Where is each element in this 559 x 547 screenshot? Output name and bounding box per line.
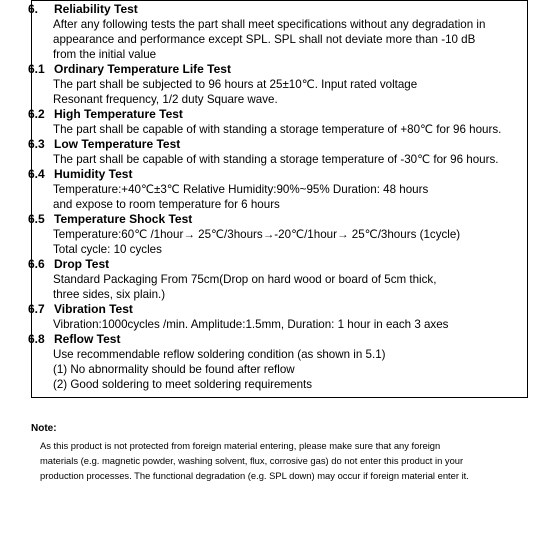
- section-body: [28, 272, 528, 302]
- section-heading: [28, 167, 528, 182]
- section-number: 6.8: [28, 332, 45, 346]
- section-heading: [28, 107, 528, 122]
- frame-border-top: [31, 0, 528, 1]
- section-heading: [28, 212, 528, 227]
- section-number: 6.: [28, 2, 39, 16]
- section-number: 6.4: [28, 167, 45, 181]
- section-body-line: Vibration:1000cycles /min. Amplitude:1.5mm, Duration: 1 hour in each 3 axes: [53, 318, 449, 331]
- section-6: [28, 2, 528, 62]
- section-body-line: and expose to room temperature for 6 hours: [53, 198, 280, 211]
- section-body-line: Temperature:+40℃±3℃ Relative Humidity:90%~95% Duration: 48 hours: [53, 183, 429, 196]
- section-body-line: The part shall be capable of with standing a storage temperature of -30℃ for 96 hours.: [53, 153, 499, 166]
- section-body: [28, 152, 528, 167]
- section-body-line: appearance and performance except SPL. SPL shall not deviate more than -10 dB: [53, 33, 476, 46]
- section-body-line: The part shall be capable of with standing a storage temperature of +80℃ for 96 hours.: [53, 123, 502, 136]
- note-line: production processes. The functional degradation (e.g. SPL down) may occur if foreign material enter it.: [40, 470, 469, 481]
- section-number: 6.6: [28, 257, 45, 271]
- section-body-line: Temperature:60℃ /1hour→ 25℃/3hours→-20℃/1hour→ 25℃/3hours (1cycle): [53, 228, 461, 241]
- section-title: Reflow Test: [54, 332, 121, 346]
- note-line: As this product is not protected from foreign material entering, please make sure that any foreign: [40, 440, 441, 451]
- section-heading: [28, 257, 528, 272]
- section-body: [28, 317, 528, 332]
- section-body-line: (2) Good soldering to meet soldering requirements: [53, 378, 313, 391]
- section-number: 6.5: [28, 212, 45, 226]
- section-title: Low Temperature Test: [54, 137, 181, 151]
- section-6-3: [28, 137, 528, 167]
- section-heading: [28, 62, 528, 77]
- section-body-line: Total cycle: 10 cycles: [53, 243, 162, 256]
- note-text: [31, 438, 526, 483]
- section-title: High Temperature Test: [54, 107, 183, 121]
- section-body-line: (1) No abnormality should be found after reflow: [53, 363, 295, 376]
- note-title: Note:: [31, 423, 57, 434]
- section-number: 6.7: [28, 302, 45, 316]
- section-6-5: [28, 212, 528, 257]
- note-block: [31, 422, 526, 483]
- note-line: materials (e.g. magnetic powder, washing solvent, flux, corrosive gas) do not enter this product in your: [40, 455, 464, 466]
- section-title: Temperature Shock Test: [54, 212, 193, 226]
- section-heading: [28, 332, 528, 347]
- section-body-line: three sides, six plain.): [53, 288, 166, 301]
- section-number: 6.2: [28, 107, 45, 121]
- section-6-4: [28, 167, 528, 212]
- section-title: Drop Test: [54, 257, 110, 271]
- section-number: 6.3: [28, 137, 45, 151]
- section-number: 6.1: [28, 62, 45, 76]
- section-body-line: After any following tests the part shall meet specifications without any degradation in: [53, 18, 486, 31]
- section-6-1: [28, 62, 528, 107]
- section-heading: [28, 137, 528, 152]
- section-6-7: [28, 302, 528, 332]
- section-body-line: Resonant frequency, 1/2 duty Square wave.: [53, 93, 278, 106]
- section-body: [28, 122, 528, 137]
- section-6-8: [28, 332, 528, 392]
- section-body-line: Use recommendable reflow soldering condition (as shown in 5.1): [53, 348, 386, 361]
- section-body-line: The part shall be subjected to 96 hours at 25±10℃. Input rated voltage: [53, 78, 418, 91]
- section-title: Humidity Test: [54, 167, 133, 181]
- section-body: [28, 77, 528, 107]
- section-body-line: from the initial value: [53, 48, 157, 61]
- reliability-test-sections: [28, 2, 528, 392]
- section-6-6: [28, 257, 528, 302]
- section-title: Vibration Test: [54, 302, 133, 316]
- section-6-2: [28, 107, 528, 137]
- section-body: [28, 182, 528, 212]
- section-body: [28, 227, 528, 257]
- section-body-line: Standard Packaging From 75cm(Drop on hard wood or board of 5cm thick,: [53, 273, 437, 286]
- section-heading: [28, 302, 528, 317]
- section-heading: [28, 2, 528, 17]
- section-title: Ordinary Temperature Life Test: [54, 62, 231, 76]
- frame-border-bottom: [31, 397, 528, 398]
- section-body: [28, 347, 528, 392]
- section-title: Reliability Test: [54, 2, 138, 16]
- section-body: [28, 17, 528, 62]
